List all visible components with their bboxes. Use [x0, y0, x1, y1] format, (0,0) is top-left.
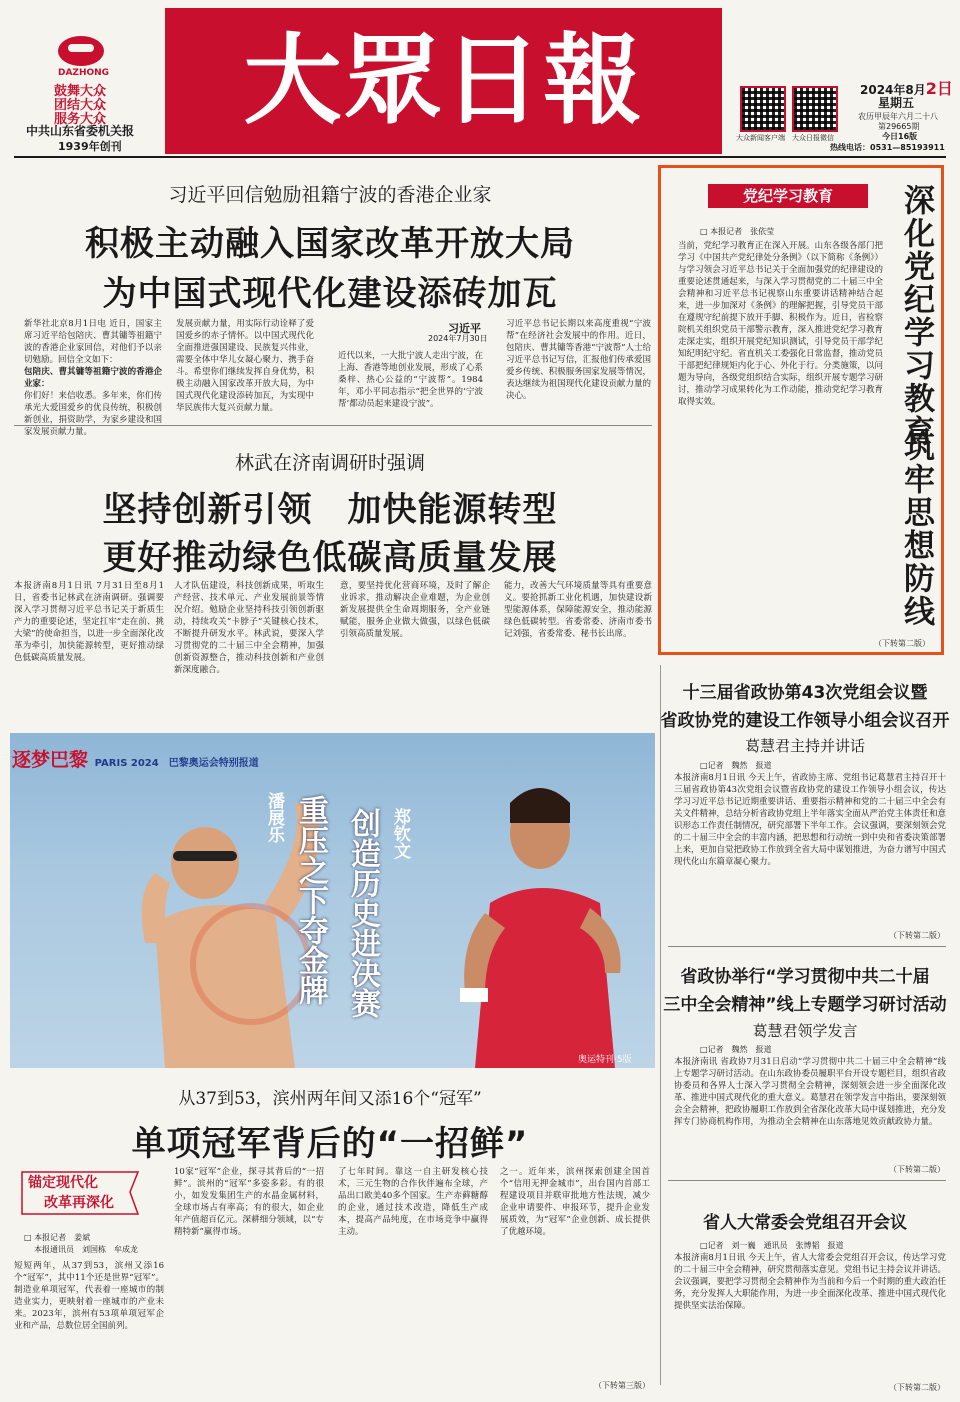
story1-signature: 习近平 — [448, 322, 481, 335]
issue-date: 2024年8月2日 — [860, 79, 953, 98]
divider — [668, 946, 946, 947]
story5-headline[interactable]: 省人大常委会党组召开会议 — [703, 1213, 907, 1233]
story5-byline: □记者 刘一巍 通讯员 张博韬 报道 — [700, 1241, 844, 1250]
story3-headline-2[interactable]: 省政协党的建设工作领导小组会议召开 — [660, 711, 950, 731]
photo-caption-1: 重压之下夺金牌 — [293, 795, 328, 1005]
slogan-3: 服务大众 — [54, 112, 107, 127]
story1-col2: 发展贡献力量，用实际行动诠释了爱国爱乡的赤子情怀。以中国式现代化全面推进强国建设、民族复兴伟业，需要全体中华儿女凝心聚力、携手奋斗。希望你们继续发挥自身优势，积极主动融入国家改革开放大局，为中国式现代化建设添砖加瓦，为实现中华民族伟大复兴贡献力量。 — [176, 319, 314, 413]
story6-headline[interactable]: 单项冠军背后的“一招鲜” — [131, 1124, 529, 1164]
story6-kicker: 从37到53，滨州两年间又添16个“冠军” — [178, 1089, 482, 1109]
slogan-2: 团结大众 — [54, 98, 107, 113]
story6-col1: 短短两年，从37到53，滨州又添16个“冠军”，其中11个还是世界“冠军”。制造业单项冠军，代表着一座城市的制造业实力，更映射着一座城市的产业未来。2023年，滨州有53项单项冠军企业和产品，总数位居全国前列。 — [14, 1261, 164, 1331]
story2-col1: 本报济南8月1日讯 7月31日至8月1日，省委书记林武在济南调研。强调要深入学习贯彻习近平总书记关于新质生产力的重要论述，坚定扛牢“走在前、挑大梁”的使命担当，以进一步全面深化改革为牵引，加快能源转型，更好推动绿色低碳高质量发展。 — [14, 581, 164, 663]
story4-sub: 葛慧君领学发言 — [752, 1022, 858, 1040]
story5-body: 本报济南8月1日讯 今天上午，省人大常委会党组召开会议，传达学习党的二十届三中全会精神，研究贯彻落实意见。党组书记主持会议并讲话。会议强调，要把学习贯彻全会精神作为当前和今后一个时期的重大政治任务，充分发挥人大职能作用，为进一步全面深化改革、推进中国式现代化提供坚实法治保障。 — [674, 1253, 947, 1311]
party-byline: □ 本报记者 张依莹 — [700, 227, 775, 236]
dazhong-logo-icon — [58, 36, 104, 66]
photo-name-1: 潘展乐 — [264, 792, 284, 843]
olympics-photo[interactable] — [10, 733, 655, 1068]
story4-more[interactable]: （下转第二版） — [889, 1165, 945, 1174]
story1-col3: 近代以来，一大批宁波人走出宁波，在上海、香港等地创业发展，形成了心系桑梓、热心公益的“宁波帮”。1984年，邓小平同志指示“把全世界的‘宁波帮’都动员起来建设宁波”。 — [338, 351, 483, 409]
story3-sub: 葛慧君主持并讲话 — [744, 737, 865, 755]
divider — [668, 1180, 946, 1181]
story2-headline-2[interactable]: 更好推动绿色低碳高质量发展 — [102, 538, 558, 578]
story1-col4: 习近平总书记长期以来高度重视“宁波帮”在经济社会发展中的作用。近日，包陪庆、曹其镛等香港“宁波帮”人士给习近平总书记写信，汇报他们传承爱国爱乡传统、积极服务国家发展等情况，表达继续为祖国现代化建设贡献力量的决心。 — [506, 319, 651, 401]
story4-body: 本报济南讯 省政协7月31日启动“学习贯彻中共二十届三中全会精神”线上专题学习研讨活动。在山东政协委员履职平台开设专题栏目，组织省政协委员和各界人士深入学习贯彻全会精神，深刻领会进一步全面深化改革、推进中国式现代化的重大意义。葛慧君在领学发言中指出，要深刻领会全会精神，把政协履职工作放到全省深化改革大局中谋划推进，充分发挥专门协商机构作用，为推动全会精神在山东落地见效贡献政协力量。 — [674, 1057, 947, 1127]
page-count: 今日16版 — [882, 132, 918, 141]
qr-code-icon[interactable] — [740, 86, 786, 132]
qr-label-app: 大众新闻客户端 — [736, 134, 785, 142]
story4-byline: □记者 魏然 报道 — [700, 1045, 772, 1054]
story3-more[interactable]: （下转第二版） — [889, 931, 945, 940]
badge-line-1: 锚定现代化 — [28, 1175, 98, 1191]
newspaper-title: 大眾日報 — [243, 23, 644, 138]
organization: 中共山东省委机关报 — [26, 124, 135, 138]
party-body: 当前，党纪学习教育正在深入开展。山东各级各部门把学习《中国共产党纪律处分条例》（以下简称《条例》）与学习领会习近平总书记关于全面加强党的纪律建设的重要论述贯通起来，与深入学习贯彻党的二十届三中全会精神和习近平总书记视察山东重要讲话精神结合起来，进一步加深对《条例》的理解把握，引导党员干部在遵规守纪前提下放开手脚、积极作为。近日，省检察院机关组织党员干部警示教育，深入推进党纪学习教育走深走实，组织开展党纪知识测试，引导党员干部学纪知纪明纪守纪。省直机关工委强化日常监督，推动党员干部把纪律规矩内化于心、外化于行。分类施策，以问题为导向，各级党组织结合实际，组织开展专题学习研讨，推动学习成果转化为工作动能，推动党纪学习教育取得实效。 — [678, 241, 883, 407]
story1-kicker: 习近平回信勉励祖籍宁波的香港企业家 — [168, 184, 492, 206]
slogan-1: 鼓舞大众 — [54, 84, 107, 99]
photo-caption-2: 创造历史进决赛 — [345, 808, 380, 1018]
story3-body: 本报济南8月1日讯 今天上午，省政协主席、党组书记葛慧君主持召开十三届省政协第43次党组会议暨省政协党的建设工作领导小组会议，传达学习习近平总书记近期重要讲话、重要指示精神和党的二十届三中全会有关文件精神，总结分析省政协党组上半年落实全面从严治党主体责任和意识形态工作责任制情况，研究部署下半年工作。会议强调，要深刻领会党的二十届三中全会的丰富内涵，把思想和行动统一到中央和省委决策部署上来，更加自觉把政协工作放到全省大局中谋划推进，为奋力谱写中国式现代化山东篇章凝心聚力。 — [674, 773, 947, 867]
founded: 1939年创刊 — [58, 140, 122, 153]
story6-more[interactable]: （下转第三版） — [594, 1381, 650, 1390]
tennis-player-figure — [440, 763, 640, 1068]
photo-credit: 奥运特刊·5版 — [578, 1055, 632, 1065]
story3-headline-1[interactable]: 十三届省政协第43次党组会议暨 — [682, 683, 928, 703]
story5-more[interactable]: （下转第二版） — [889, 1383, 945, 1392]
party-title-2[interactable]: 筑牢思想防线 — [898, 430, 934, 628]
photo-name-2: 郑钦文 — [390, 808, 410, 859]
party-title-1[interactable]: 深化党纪学习教育 — [898, 184, 934, 448]
story1-headline-1[interactable]: 积极主动融入国家改革开放大局 — [85, 224, 575, 264]
story6-byline-2: 本报通讯员 刘国栋 牟成龙 — [34, 1245, 138, 1254]
story2-col3: 意，要坚持优化营商环境，及时了解企业诉求，推动解决企业难题，为企业创新发展提供全生命周期服务，全产业链赋能，服务企业做大做强，以绿色低碳引领高质量发展。 — [340, 581, 490, 639]
story6-col2: 10家“冠军”企业，探寻其背后的“一招鲜”。滨州的“冠军”多姿多彩。有的很小，如发发集团生产的水晶金属材料，全球市场占有率高；有的很大，如企业年产值超百亿元。深耕细分领域，以“专精特新”赢得市场。 — [174, 1167, 324, 1237]
party-tag: 党纪学习教育 — [708, 184, 868, 208]
story2-headline-1[interactable]: 坚持创新引领 加快能源转型 — [102, 490, 558, 530]
qr-code-icon[interactable] — [792, 86, 838, 132]
lunar-date: 农历甲辰年六月二十八 — [858, 112, 938, 121]
masthead — [0, 0, 960, 155]
story2-kicker: 林武在济南调研时强调 — [234, 452, 425, 474]
party-more[interactable]: （下转第二版） — [874, 639, 930, 648]
masthead-rule — [14, 156, 946, 158]
weekday: 星期五 — [878, 96, 915, 110]
story1-headline-2[interactable]: 为中国式现代化建设添砖加瓦 — [102, 274, 558, 314]
issue-number: 第29665期 — [878, 122, 920, 131]
column-divider — [660, 665, 661, 1385]
story6-byline-1: □ 本报记者 姜斌 — [24, 1233, 91, 1242]
story2-col4: 能力，改善大气环境质量等具有重要意义。要抢抓新工业化机遇，加快建设新型能源体系，保障能源安全，推动能源绿色低碳转型。省委常委、济南市委书记刘强，省委常委、秘书长出席。 — [504, 581, 652, 639]
photo-banner: 逐梦巴黎 PARIS 2024 巴黎奥运会特别报道 — [12, 749, 259, 771]
story4-headline-2[interactable]: 三中全会精神”线上专题学习研讨活动 — [663, 995, 947, 1015]
story1-sign-date: 2024年7月30日 — [428, 334, 488, 343]
logo-text: DAZHONG — [58, 68, 110, 78]
story3-byline: □记者 魏然 报道 — [700, 761, 772, 770]
hotline: 热线电话：0531—85193911 — [830, 143, 945, 152]
story6-col4: 之一。近年来，滨州探索创建全国首个“信用无押金城市”，出台国内首部工程建设项目并联审批地方性法规，减少企业申请要件、申报环节，提升企业发展质效，为“冠军”企业创新、成长提供了优越环境。 — [500, 1167, 650, 1237]
story2-col2: 人才队伍建设，科技创新成果，听取生产经营、技术单元、产业发展前景等情况介绍。勉励企业坚持科技引领创新驱动，持续攻关“卡脖子”关键核心技术，不断提升研发水平。林武说，要深入学习贯彻党的二十届三中全会精神，加强创新资源整合，推动科技创新和产业创新深度融合。 — [174, 581, 324, 675]
story4-headline-1[interactable]: 省政协举行“学习贯彻中共二十届 — [680, 967, 930, 987]
divider — [14, 425, 652, 426]
story1-col1: 新华社北京8月1日电 近日，国家主席习近平给包陪庆、曹其镛等祖籍宁波的香港企业家回信，对他们予以亲切勉励。回信全文如下： 包陪庆、曹其镛等祖籍宁波的香港企业家： 你们好！来信收悉。多年来，你们传承光大爱国爱乡的优良传统，积极创新创业，捐资助学，为家乡建设和国家发展贡献力量。 — [24, 319, 162, 437]
badge-line-2: 改革再深化 — [44, 1195, 114, 1211]
story6-col3: 了七年时间。靠这一自主研发核心技术，三元生物的合作伙伴遍布全球，产品出口欧美40多个国家。生产赤藓糖醇的企业，通过技术改造，降低生产成本，提高产品纯度，在市场竞争中赢得主动。 — [338, 1167, 488, 1237]
qr-label-wechat: 大众日报微信 — [792, 134, 834, 142]
